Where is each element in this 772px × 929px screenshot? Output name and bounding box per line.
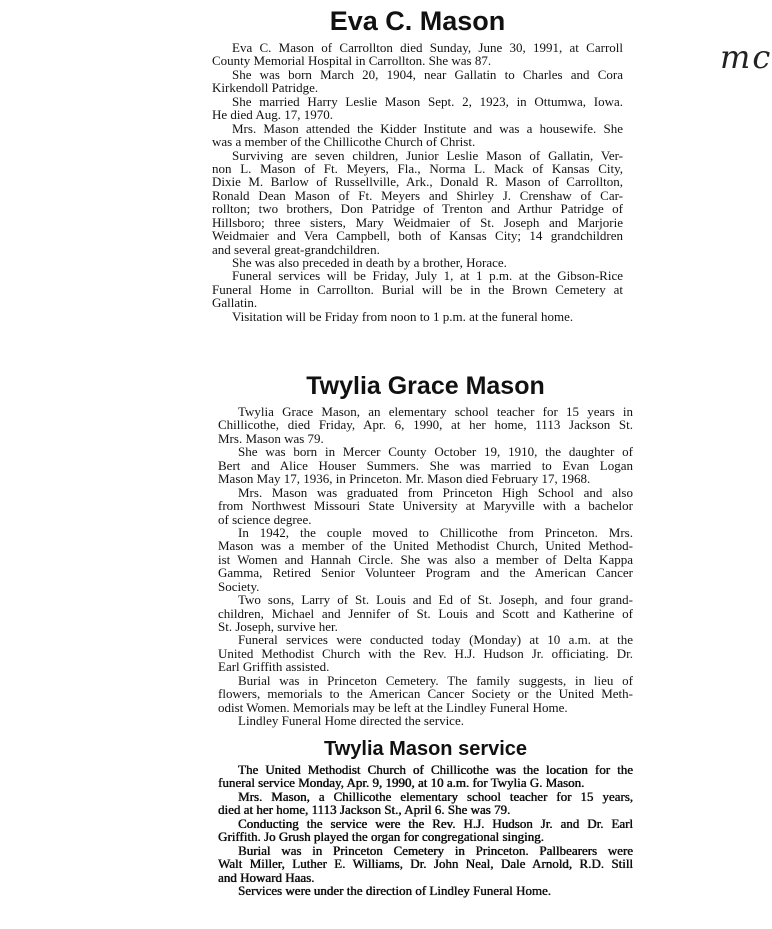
text-line: funeral service Monday, Apr. 9, 1990, at 10 a.m. for Twylia G. Mason. — [218, 775, 585, 791]
text-line: The United Methodist Church of Chillicothe was the location for the — [238, 762, 633, 777]
obituary-title: Twylia Grace Mason — [306, 372, 545, 400]
paragraph — [218, 633, 633, 673]
text-line: Griffith. Jo Grush played the organ for congregational singing. — [218, 829, 544, 845]
paragraph — [212, 149, 623, 257]
text-line: She married Harry Leslie Mason Sept. 2, 1923, in Ottumwa, Iowa. — [232, 93, 623, 109]
text-line: Funeral services will be Friday, July 1, at 1 p.m. at the Gibson-Rice — [232, 268, 623, 284]
paragraph — [212, 310, 623, 323]
paragraph — [218, 674, 633, 714]
text-line: died at her home, 1113 Jackson St., April 6. She was 79. — [218, 802, 511, 818]
paragraph — [218, 445, 633, 485]
text-line: Mrs. Mason attended the Kidder Institute and was a housewife. She — [232, 120, 623, 136]
text-line: Kirkendoll Patridge. — [212, 80, 319, 96]
text-line: Twylia Grace Mason, an elementary school teacher for 15 years in — [238, 404, 633, 419]
text-line: Funeral Home in Carrollton. Burial will be in the Brown Cemetery at — [212, 281, 623, 297]
obituary-body — [218, 405, 633, 728]
notice-title: Twylia Mason service — [323, 738, 528, 760]
obituary-body — [212, 41, 623, 323]
obituary-eva-mason — [212, 8, 623, 323]
text-line: odist Women. Memorials may be left at the Lindley Funeral Home. — [218, 699, 568, 715]
text-line: rollton; two brothers, Don Patridge of Trenton and Arthur Patridge of — [212, 201, 623, 217]
text-line: He died Aug. 17, 1970. — [212, 107, 333, 123]
notice-body — [218, 763, 633, 897]
text-line: Eva C. Mason of Carrollton died Sunday, June 30, 1991, at Carroll — [232, 40, 623, 55]
text-line: County Memorial Hospital in Carrollton. She was 87. — [212, 53, 492, 69]
handwritten-margin-note: mc — [720, 38, 772, 76]
text-line: was a member of the Chillicothe Church of Christ. — [212, 134, 476, 150]
paragraph — [218, 714, 633, 727]
text-line: Conducting the service were the Rev. H.J. Hudson Jr. and Dr. Earl — [238, 815, 633, 831]
service-notice-twylia-mason — [218, 739, 633, 897]
text-line: children, Michael and Jennifer of St. Louis and Scott and Katherine of — [218, 605, 633, 621]
paragraph — [212, 269, 623, 309]
paragraph — [218, 486, 633, 526]
text-line: non L. Mason of Ft. Meyers, Fla., Norma L. Mack of Kansas City, — [212, 160, 623, 176]
text-line: Lindley Funeral Home directed the service. — [238, 713, 464, 729]
text-line: of science degree. — [218, 511, 312, 527]
text-line: Gamma, Retired Senior Volunteer Program and the American Cancer — [218, 565, 633, 581]
paragraph — [212, 41, 623, 68]
text-line: Gallatin. — [212, 295, 258, 311]
text-line: Mason May 17, 1936, in Princeton. Mr. Mason died February 17, 1968. — [218, 471, 591, 487]
text-line: Two sons, Larry of St. Louis and Ed of St. Joseph, and four grand- — [238, 592, 633, 608]
text-line: Chillicothe, died Friday, Apr. 6, 1990, at her home, 1113 Jackson St. — [218, 417, 633, 433]
text-line: Mrs. Mason was 79. — [218, 430, 324, 446]
text-line: Dixie M. Barlow of Russellville, Ark., Donald R. Mason of Carrollton, — [212, 174, 623, 190]
paragraph — [218, 593, 633, 633]
paragraph — [212, 122, 623, 149]
text-line: Walt Miller, Luther E. Williams, Dr. John Neal, Dale Arnold, R.D. Still — [218, 856, 633, 872]
text-line: Ronald Dean Mason of Ft. Meyers and Shirley J. Crenshaw of Car- — [212, 187, 623, 203]
paragraph — [212, 68, 623, 95]
obituary-twylia-mason — [218, 374, 633, 728]
paragraph — [212, 95, 623, 122]
text-line: St. Joseph, survive her. — [218, 619, 338, 634]
text-line: Visitation will be Friday from noon to 1 p.m. at the funeral home. — [232, 308, 574, 324]
paragraph — [218, 817, 633, 844]
text-line: She was born March 20, 1904, near Gallatin to Charles and Cora — [232, 66, 623, 82]
text-line: Mrs. Mason, a Chillicothe elementary school teacher for 15 years, — [238, 788, 633, 804]
paragraph — [218, 763, 633, 790]
paragraph — [218, 844, 633, 884]
text-line: from Northwest Missouri State University at Maryville with a bachelor — [218, 498, 633, 514]
text-line: Mason was a member of the United Methodist Church, United Method- — [218, 538, 633, 554]
text-line: and Howard Haas. — [218, 869, 315, 885]
text-line: Hillsboro; three sisters, Mary Weidmaier of St. Joseph and Marjorie — [212, 214, 623, 230]
text-line: Weidmaier and Vera Campbell, both of Kansas City; 14 grandchildren — [212, 228, 623, 244]
text-line: ist Women and Hannah Circle. She was also a member of Delta Kappa — [218, 551, 633, 567]
text-line: She was born in Mercer County October 19, 1910, the daughter of — [238, 444, 633, 460]
text-line: Mrs. Mason was graduated from Princeton High School and also — [238, 484, 633, 500]
text-line: Services were under the direction of Lindley Funeral Home. — [238, 882, 551, 898]
text-line: Earl Griffith assisted. — [218, 659, 330, 675]
text-line: She was also preceded in death by a brother, Horace. — [232, 255, 507, 270]
text-line: In 1942, the couple moved to Chillicothe from Princeton. Mrs. — [238, 524, 633, 540]
paragraph — [218, 790, 633, 817]
paragraph — [212, 256, 623, 269]
text-line: Burial was in Princeton Cemetery. The family suggests, in lieu of — [238, 672, 633, 688]
text-line: Society. — [218, 578, 260, 594]
obituary-title: Eva C. Mason — [329, 6, 506, 36]
text-line: flowers, memorials to the American Cancer Society or the United Meth- — [218, 686, 633, 702]
text-line: Surviving are seven children, Junior Leslie Mason of Gallatin, Ver- — [232, 147, 623, 163]
text-line: and several great-grandchildren. — [212, 241, 380, 257]
paragraph — [218, 405, 633, 445]
text-line: Funeral services were conducted today (Monday) at 10 a.m. at the — [238, 632, 633, 648]
paragraph — [218, 526, 633, 593]
text-line: Burial was in Princeton Cemetery in Princeton. Pallbearers were — [238, 842, 633, 858]
text-line: United Methodist Church with the Rev. H.J. Hudson Jr. officiating. Dr. — [218, 645, 633, 661]
text-line: Bert and Alice Houser Summers. She was married to Evan Logan — [218, 457, 633, 473]
paragraph — [218, 884, 633, 897]
